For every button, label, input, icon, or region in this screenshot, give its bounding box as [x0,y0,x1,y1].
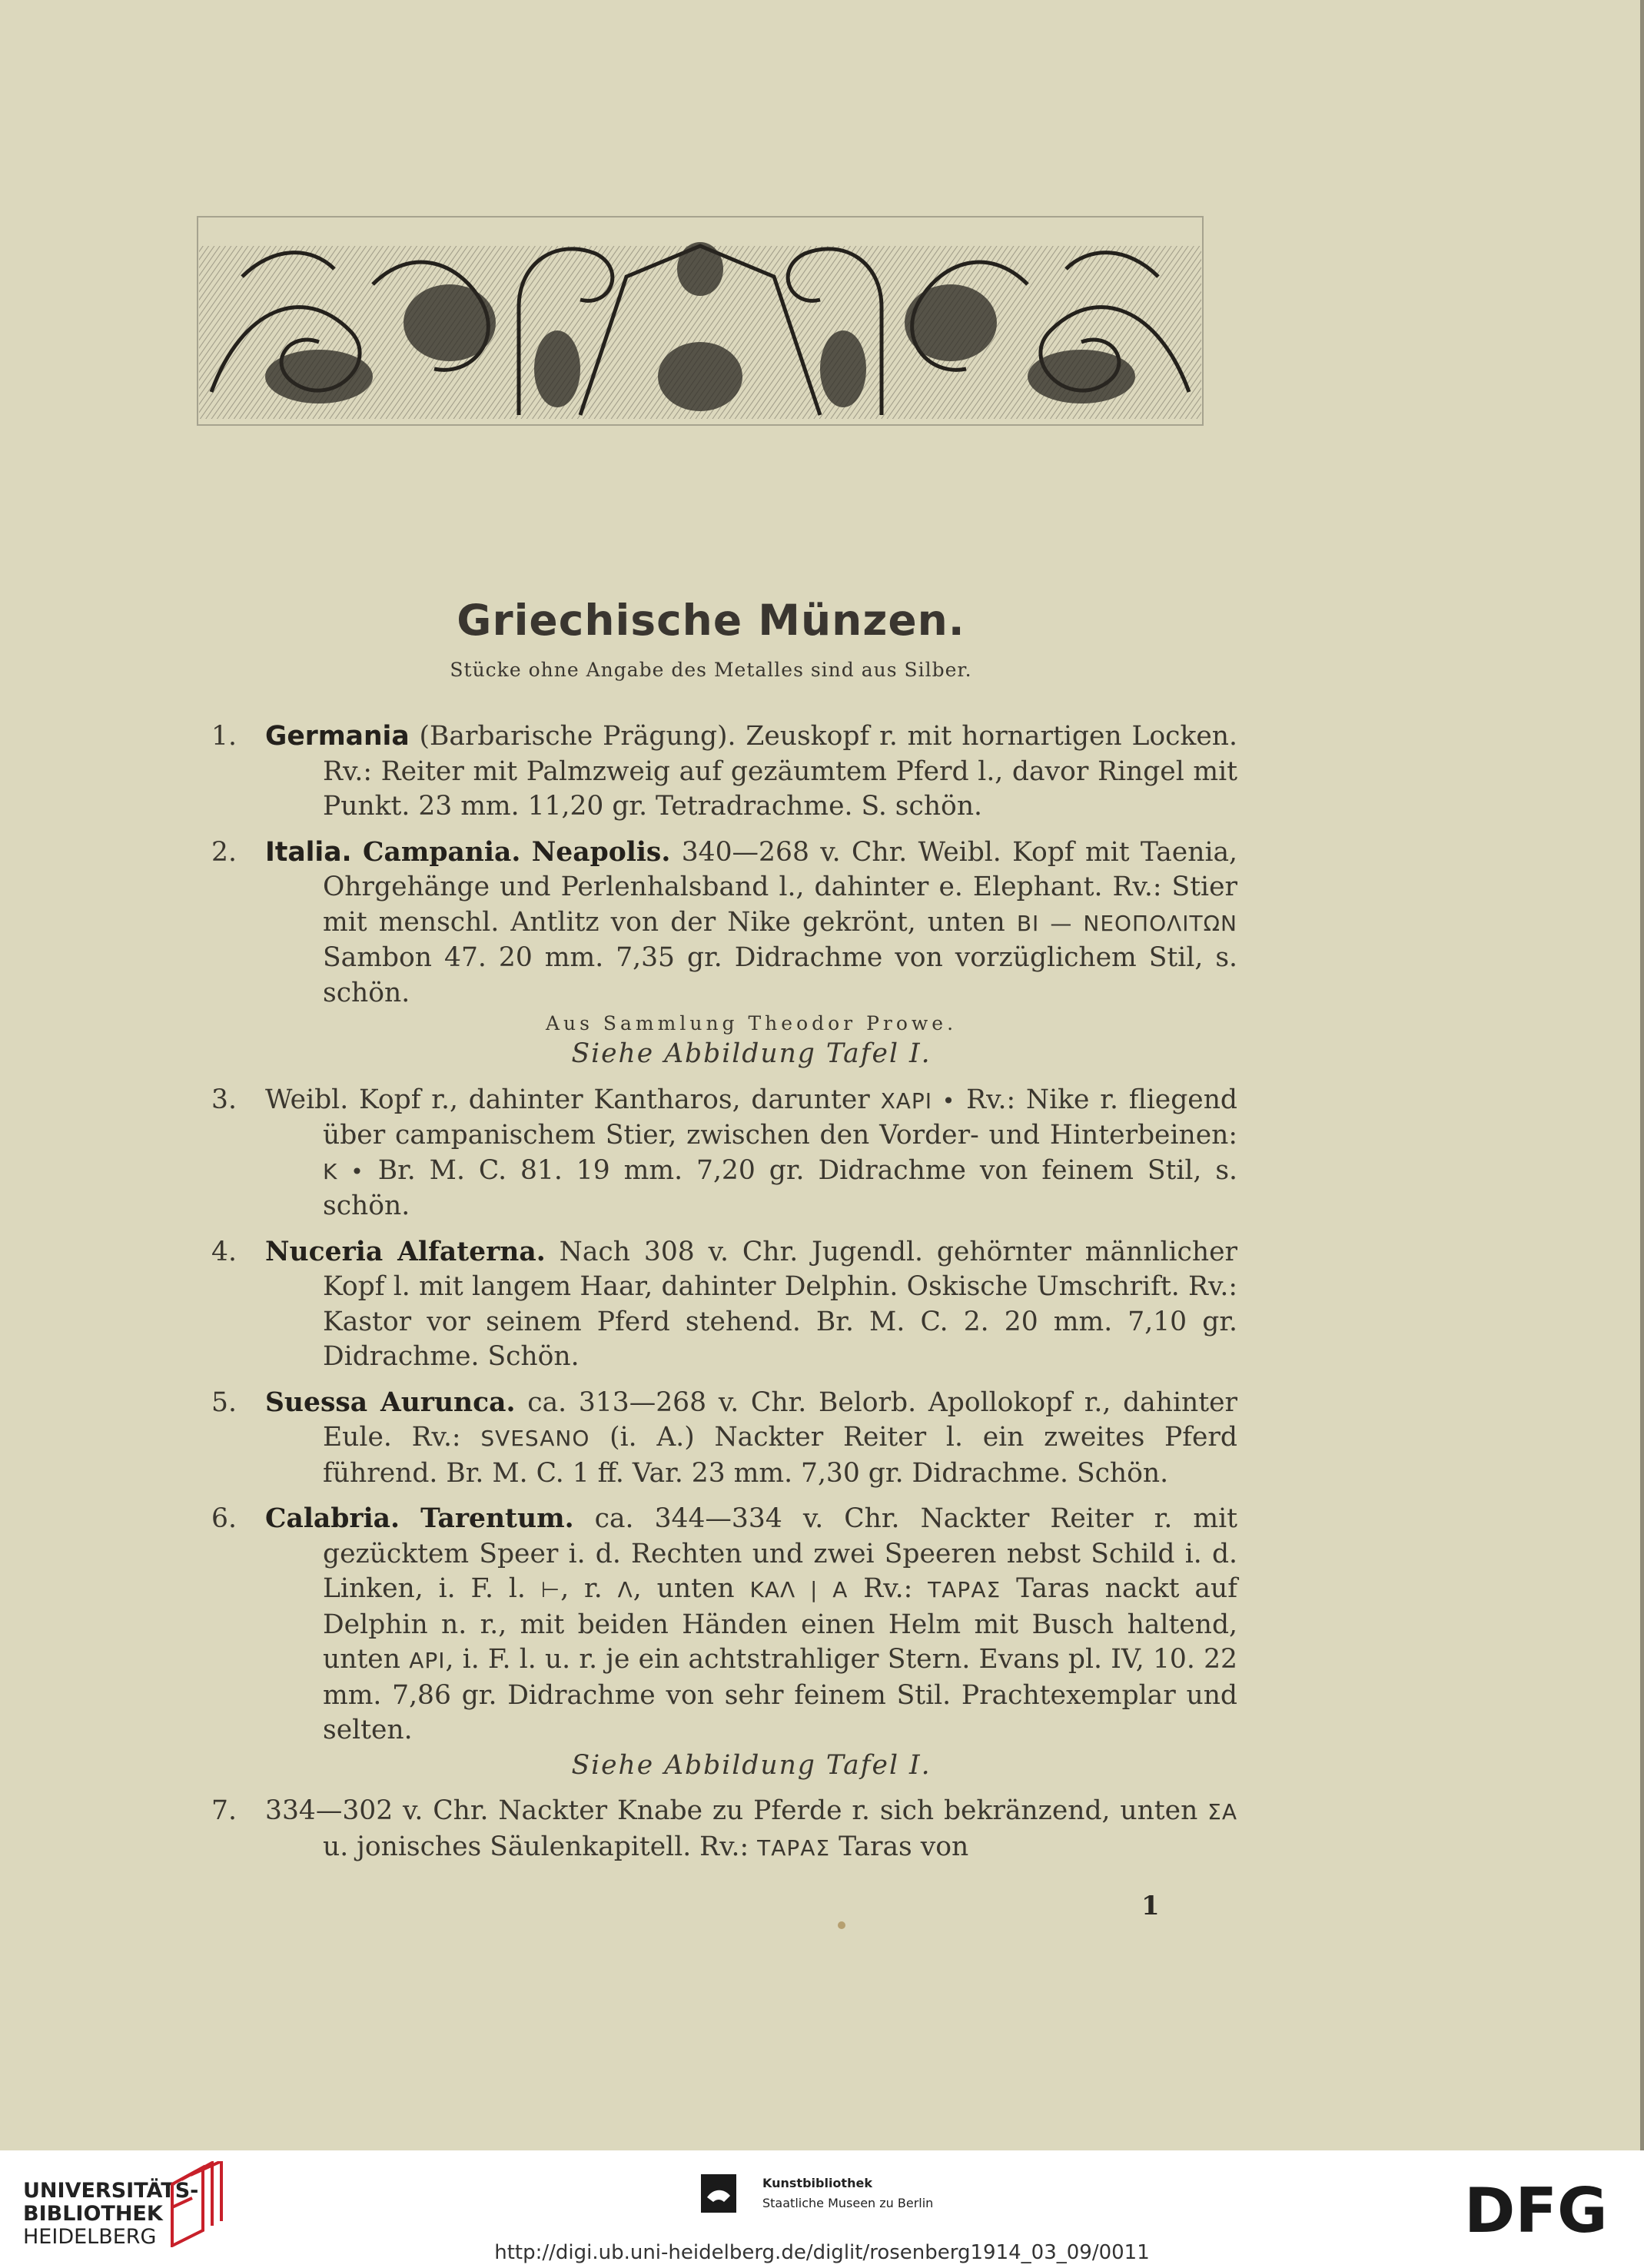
catalogue-entries [208,719,1237,1876]
ub-line-2: BIBLIOTHEK [23,2202,163,2226]
entry-heading: Suessa Aurunca. [265,1386,516,1418]
entry-heading-area: Campania. [363,836,521,868]
dfg-logo[interactable] [1464,2180,1622,2237]
coin-legend: ΤΑΡΑΣ [757,1835,831,1861]
entry-text: Br. M. C. 81. 19 mm. 7,20 gr. Didrachme von feinem Stil, s. schön. [323,1154,1238,1221]
entry-number: 6. [211,1503,237,1534]
kunstbibliothek-logo-icon[interactable] [701,2174,736,2213]
entry-heading-city: Neapolis. [531,836,671,868]
coin-legend: ΣΑ [1207,1799,1237,1825]
entry-text: ca. 344—334 v. Chr. Nackter Reiter r. mit gezücktem Speer i. d. Rechten und zwei Speeren nebst Schild i. d. Linken, i. F. l. [323,1503,1237,1604]
plate-reference: Siehe Abbildung Tafel I. [571,1038,932,1069]
coin-legend: SVESANO [480,1426,590,1451]
entry-text: 334—302 v. Chr. Nackter Knabe zu Pferde r. sich bekränzend, unten [265,1795,1208,1826]
ub-line-1: UNIVERSITÄTS- [23,2179,199,2203]
entry-1 [208,719,1237,825]
coin-legend: ΤΑΡΑΣ [928,1577,1001,1602]
entry-text: Taras von [830,1831,969,1862]
entry-number: 5. [211,1386,237,1418]
coin-legend: ΚΑΛ | Α [749,1577,849,1602]
entry-heading-region: Italia. [265,836,352,868]
ornament-engraving [196,215,1204,427]
coin-legend: XAPI • [880,1088,956,1114]
entry-number: 2. [211,836,237,868]
page-subtitle: Stücke ohne Angabe des Metalles sind aus Silber. [450,659,972,681]
entry-text: u. jonisches Säulenkapitell. Rv.: [323,1831,758,1862]
entry-text: Rv.: [848,1573,928,1604]
kb-line-2: Staatliche Museen zu Berlin [762,2196,934,2210]
entry-text: Weibl. Kopf r., dahinter Kantharos, darunter [265,1084,881,1115]
coin-legend: ⊢ [540,1577,561,1602]
entry-6 [208,1502,1237,1783]
entry-text: 340—268 v. Chr. Weibl. Kopf mit Taenia, Ohrgehänge und Perlenhalsband l., dahinter e. Elephant. Rv.: Stier mit menschl. Antlitz von der Nike gekrönt, unten [323,836,1238,938]
coin-legend: ΑΡΙ [409,1648,446,1673]
entry-text: , unten [633,1573,750,1604]
entry-heading: Germania [265,721,410,752]
entry-heading: Nuceria Alfaterna. [265,1236,546,1267]
paper-blemish [838,1921,845,1929]
entry-4 [208,1235,1237,1375]
page-number: 1 [1141,1891,1160,1921]
provenance-note: Aus Sammlung Theodor Prowe. [545,1012,958,1034]
entry-heading-region: Calabria. [265,1503,400,1534]
entry-number: 7. [211,1795,237,1826]
coin-legend: BI — ΝΕΟΠΟΛΙΤΩΝ [1016,910,1237,936]
kunstbibliothek-logo-text[interactable] [762,2173,933,2213]
plate-reference: Siehe Abbildung Tafel I. [571,1749,932,1781]
page-title: Griechische Münzen. [457,596,965,645]
entry-text: Rv.: Nike r. fliegend über campanischem Stier, zwischen den Vorder- und Hinterbeinen: [323,1084,1237,1151]
entry-text: (i. A.) Nackter Reiter l. ein zweites Pferd führend. Br. M. C. 1 ff. Var. 23 mm. 7,30 gr. Didrachme. Schön. [323,1422,1238,1489]
entry-7 [208,1794,1237,1865]
coin-legend: Λ [617,1577,633,1602]
entry-heading-city: Tarentum. [420,1503,574,1534]
entry-text: ca. 313—268 v. Chr. Belorb. Apollokopf r., dahinter Eule. Rv.: [323,1386,1237,1453]
entry-text: Nach 308 v. Chr. Jugendl. gehörnter männlicher Kopf l. mit langem Haar, dahinter Delphin. Oskische Umschrift. Rv.: Kastor vor seinem Pferd stehend. Br. M. C. 2. 20 mm. 7,10 gr. Didrachme. Schön. [323,1236,1237,1372]
entry-2 [208,835,1237,1072]
kb-line-1: Kunstbibliothek [762,2176,872,2190]
permalink-url[interactable]: http://digi.ub.uni-heidelberg.de/diglit/rosenberg1914_03_09/0011 [494,2241,1150,2264]
dfg-logo-text: DFG [1464,2180,1608,2237]
entry-text: , r. [560,1573,618,1604]
entry-number: 4. [211,1236,237,1267]
entry-number: 1. [211,721,237,752]
entry-text: , i. F. l. u. r. je ein achtstrahliger Stern. Evans pl. IV, 10. 22 mm. 7,86 gr. Didrachme von sehr feinem Stil. Prachtexemplar und selten. [323,1644,1237,1745]
coin-legend: K • [323,1158,364,1184]
entry-text: (Barbarische Prägung). Zeuskopf r. mit hornartigen Locken. Rv.: Reiter mit Palmzweig auf gezäumtem Pferd l., davor Ringel mit Punkt. 23 mm. 11,20 gr. Tetradrachme. S. schön. [323,721,1237,822]
page-edge [1640,0,1644,2150]
entry-number: 3. [211,1084,237,1115]
ub-line-3: HEIDELBERG [23,2225,157,2249]
ub-heidelberg-logo-icon[interactable] [164,2161,226,2247]
entry-text: Sambon 47. 20 mm. 7,35 gr. Didrachme von vorzüglichem Stil, s. schön. [323,942,1237,1008]
entry-text: Taras nackt auf Delphin n. r., mit beiden Händen einen Helm mit Busch haltend, unten [323,1573,1237,1675]
entry-5 [208,1386,1237,1492]
entry-3 [208,1083,1237,1224]
